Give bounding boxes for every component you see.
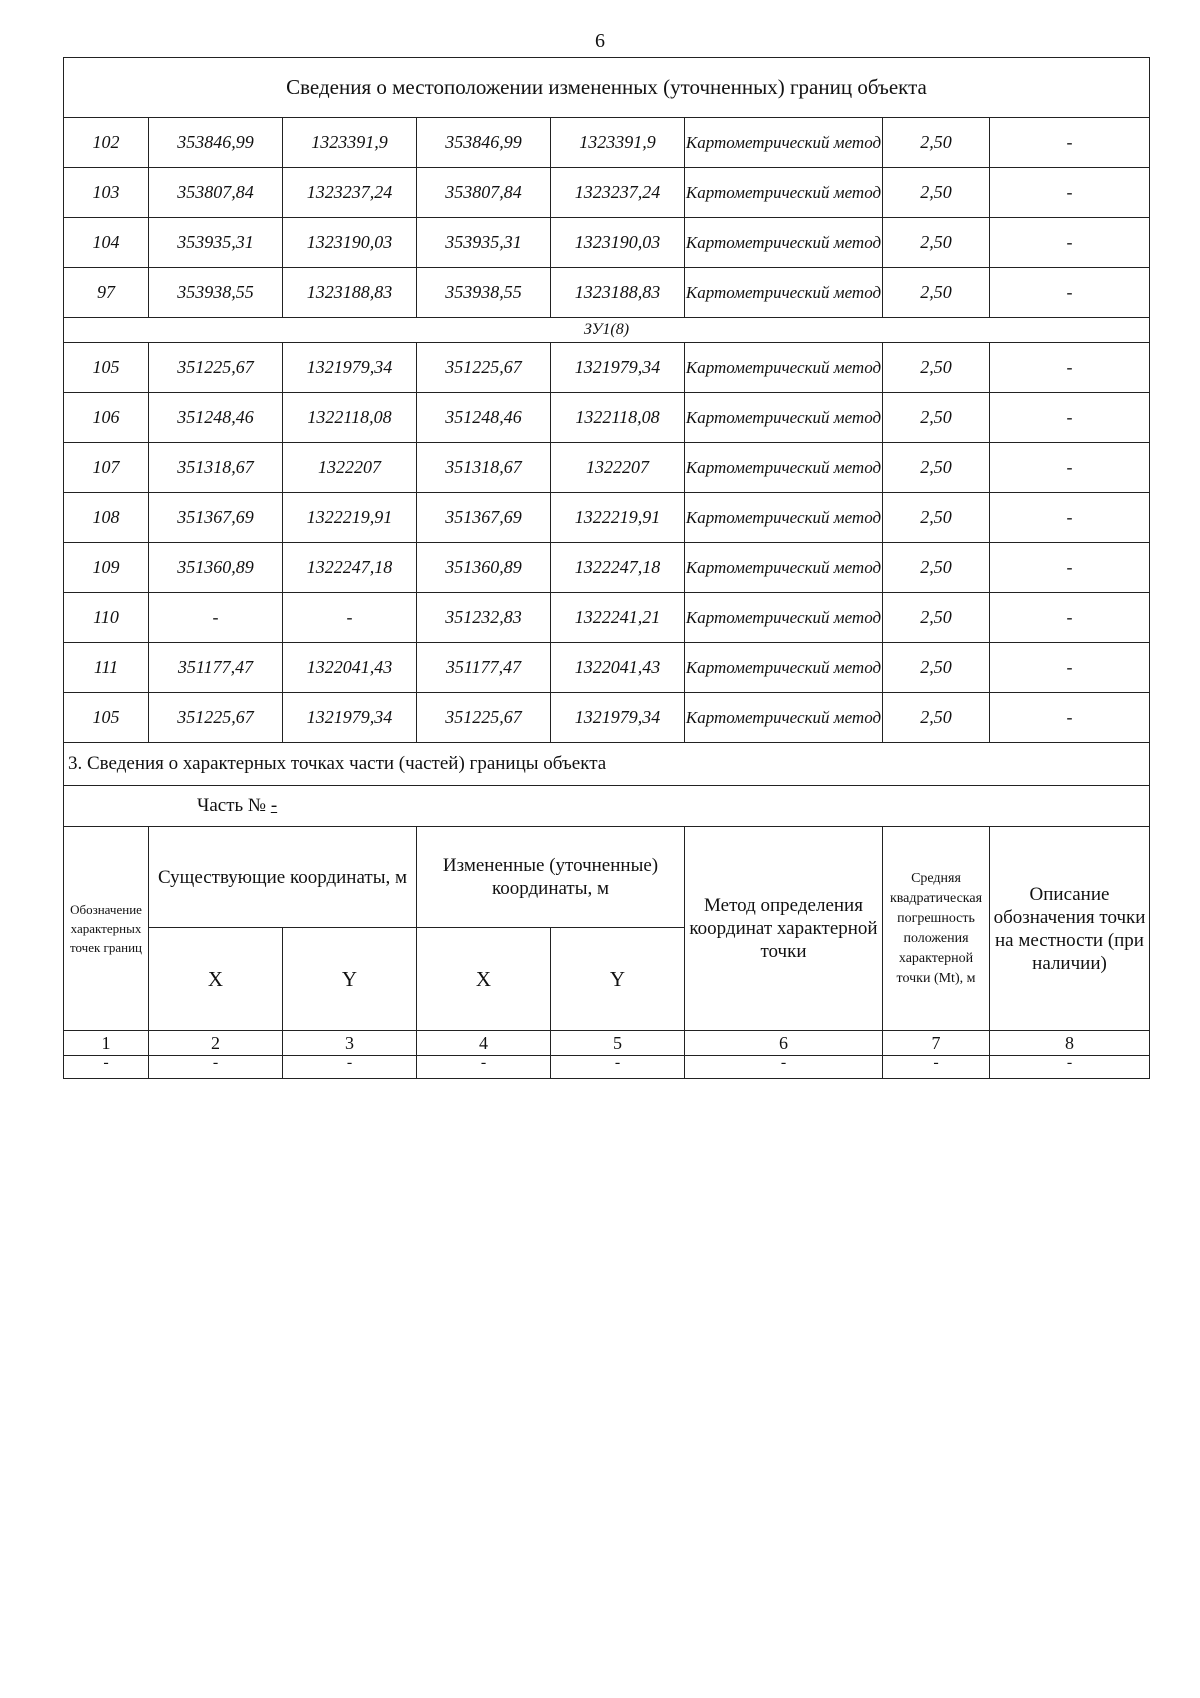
cell-method: Картометрический метод [685,493,883,543]
empty-value: - [346,1054,353,1071]
header-existing-y: Y [283,928,417,1031]
cell-point-id: 104 [64,218,149,268]
header-error: Средняя квадратическая погрешность положения характерной точки (Mt), м [883,827,990,1031]
empty-value: - [480,1054,487,1071]
cell-existing-y: 1323190,03 [283,218,417,268]
cell-error: 2,50 [883,693,990,743]
cell-existing-x: 351177,47 [149,643,283,693]
cell-error: 2,50 [883,343,990,393]
header-changed-coords: Измененные (уточненные) координаты, м [417,827,685,928]
cell-existing-y: - [283,593,417,643]
table-row [64,268,1150,318]
column-number: 7 [883,1031,990,1056]
cell-method: Картометрический метод [685,543,883,593]
cell-point-id: 108 [64,493,149,543]
cell-changed-y: 1323190,03 [551,218,685,268]
empty-value: - [212,1054,219,1071]
empty-value: - [780,1054,787,1071]
section-title: 3. Сведения о характерных точках части (частей) границы объекта [64,743,1150,786]
cell-changed-y: 1323391,9 [551,118,685,168]
cell-description: - [990,168,1150,218]
cell-method: Картометрический метод [685,118,883,168]
cell-existing-x: 353846,99 [149,118,283,168]
cell-method: Картометрический метод [685,168,883,218]
cell-error: 2,50 [883,543,990,593]
cell-description [990,1056,1150,1079]
cell-changed-y: 1322247,18 [551,543,685,593]
cell-point-id: 107 [64,443,149,493]
cell-method: Картометрический метод [685,268,883,318]
cell-point-id [64,1056,149,1079]
cell-changed-x: 351232,83 [417,593,551,643]
cell-description: - [990,643,1150,693]
cell-existing-y: 1322207 [283,443,417,493]
cell-changed-x: 353938,55 [417,268,551,318]
cell-existing-y: 1322041,43 [283,643,417,693]
column-number: 2 [149,1031,283,1056]
cell-existing-y: 1321979,34 [283,693,417,743]
part-value: - [270,795,278,816]
table-row [64,393,1150,443]
cell-existing-x [149,1056,283,1079]
cell-changed-y: 1322041,43 [551,643,685,693]
cell-method: Картометрический метод [685,343,883,393]
column-number: 5 [551,1031,685,1056]
cell-error [883,1056,990,1079]
empty-value: - [933,1054,939,1071]
cell-point-id: 97 [64,268,149,318]
cell-description: - [990,593,1150,643]
part-row [64,786,1150,827]
cell-existing-y: 1321979,34 [283,343,417,393]
cell-description: - [990,493,1150,543]
table-row [64,493,1150,543]
cell-existing-x: 351248,46 [149,393,283,443]
cell-point-id: 103 [64,168,149,218]
table-row [64,118,1150,168]
cell-point-id: 102 [64,118,149,168]
cell-error: 2,50 [883,493,990,543]
column-number: 8 [990,1031,1150,1056]
cell-existing-y: 1323391,9 [283,118,417,168]
header-changed-x: X [417,928,551,1031]
cell-changed-y: 1322207 [551,443,685,493]
cell-point-id: 105 [64,343,149,393]
empty-value: - [614,1054,621,1071]
cell-description: - [990,693,1150,743]
table-row [64,168,1150,218]
cell-point-id: 110 [64,593,149,643]
cell-existing-x: 351360,89 [149,543,283,593]
cell-changed-x: 351225,67 [417,693,551,743]
header-changed-y: Y [551,928,685,1031]
cell-changed-y: 1322219,91 [551,493,685,543]
cell-description: - [990,118,1150,168]
empty-value: - [103,1054,109,1071]
cell-existing-x: 353935,31 [149,218,283,268]
cell-method: Картометрический метод [685,443,883,493]
cell-existing-x: 351318,67 [149,443,283,493]
cell-description: - [990,343,1150,393]
cell-description: - [990,543,1150,593]
table-row [64,218,1150,268]
cell-existing-x: 351367,69 [149,493,283,543]
cell-method: Картометрический метод [685,593,883,643]
cell-changed-y: 1322241,21 [551,593,685,643]
table-row [64,643,1150,693]
cell-method: Картометрический метод [685,218,883,268]
column-numbers-row [64,1031,1150,1056]
cell-changed-x [417,1056,551,1079]
cell-error: 2,50 [883,443,990,493]
cell-point-id: 105 [64,693,149,743]
table-title: Сведения о местоположении измененных (уточненных) границ объекта [64,58,1150,118]
cell-changed-x: 351318,67 [417,443,551,493]
header-method: Метод определения координат характерной точки [685,827,883,1031]
cell-existing-x: 351225,67 [149,693,283,743]
cell-method [685,1056,883,1079]
header-point-designation: Обозначение характерных точек границ [64,827,149,1031]
cell-changed-y: 1321979,34 [551,693,685,743]
header-existing-x: X [149,928,283,1031]
header-description: Описание обозначения точки на местности (при наличии) [990,827,1150,1031]
table-row [64,1056,1150,1079]
cell-existing-y: 1323188,83 [283,268,417,318]
cell-point-id: 109 [64,543,149,593]
cell-changed-y [551,1056,685,1079]
cell-method: Картометрический метод [685,643,883,693]
cell-changed-y: 1322118,08 [551,393,685,443]
cell-changed-x: 351177,47 [417,643,551,693]
part-label: Часть № [197,795,267,816]
table-row [64,543,1150,593]
cell-method: Картометрический метод [685,693,883,743]
cell-existing-x: 353807,84 [149,168,283,218]
subsection-label: ЗУ1(8) [64,318,1150,343]
cell-changed-x: 353935,31 [417,218,551,268]
cell-existing-y: 1322118,08 [283,393,417,443]
cell-error: 2,50 [883,393,990,443]
table-row [64,343,1150,393]
cell-description: - [990,443,1150,493]
cell-existing-y [283,1056,417,1079]
table-row [64,593,1150,643]
column-number: 3 [283,1031,417,1056]
cell-existing-x: 353938,55 [149,268,283,318]
cell-changed-x: 351360,89 [417,543,551,593]
cell-existing-y: 1322219,91 [283,493,417,543]
cell-method: Картометрический метод [685,393,883,443]
column-number: 4 [417,1031,551,1056]
cell-point-id: 106 [64,393,149,443]
cell-error: 2,50 [883,643,990,693]
cell-error: 2,50 [883,168,990,218]
cell-changed-x: 351225,67 [417,343,551,393]
page-number: 6 [595,30,605,52]
cell-point-id: 111 [64,643,149,693]
cell-changed-x: 351367,69 [417,493,551,543]
cell-changed-x: 351248,46 [417,393,551,443]
cell-description: - [990,268,1150,318]
cell-existing-y: 1323237,24 [283,168,417,218]
cell-existing-x: 351225,67 [149,343,283,393]
cell-error: 2,50 [883,218,990,268]
cell-existing-y: 1322247,18 [283,543,417,593]
cell-error: 2,50 [883,118,990,168]
table-row [64,443,1150,493]
column-number: 1 [64,1031,149,1056]
cell-existing-x: - [149,593,283,643]
cell-changed-y: 1321979,34 [551,343,685,393]
cell-description: - [990,393,1150,443]
empty-value: - [1066,1054,1073,1071]
cell-error: 2,50 [883,268,990,318]
table-row [64,693,1150,743]
cell-description: - [990,218,1150,268]
cell-changed-x: 353807,84 [417,168,551,218]
cell-changed-y: 1323237,24 [551,168,685,218]
header-existing-coords: Существующие координаты, м [149,827,417,928]
cell-changed-x: 353846,99 [417,118,551,168]
cell-error: 2,50 [883,593,990,643]
cell-changed-y: 1323188,83 [551,268,685,318]
boundary-table [63,57,1150,1079]
column-number: 6 [685,1031,883,1056]
